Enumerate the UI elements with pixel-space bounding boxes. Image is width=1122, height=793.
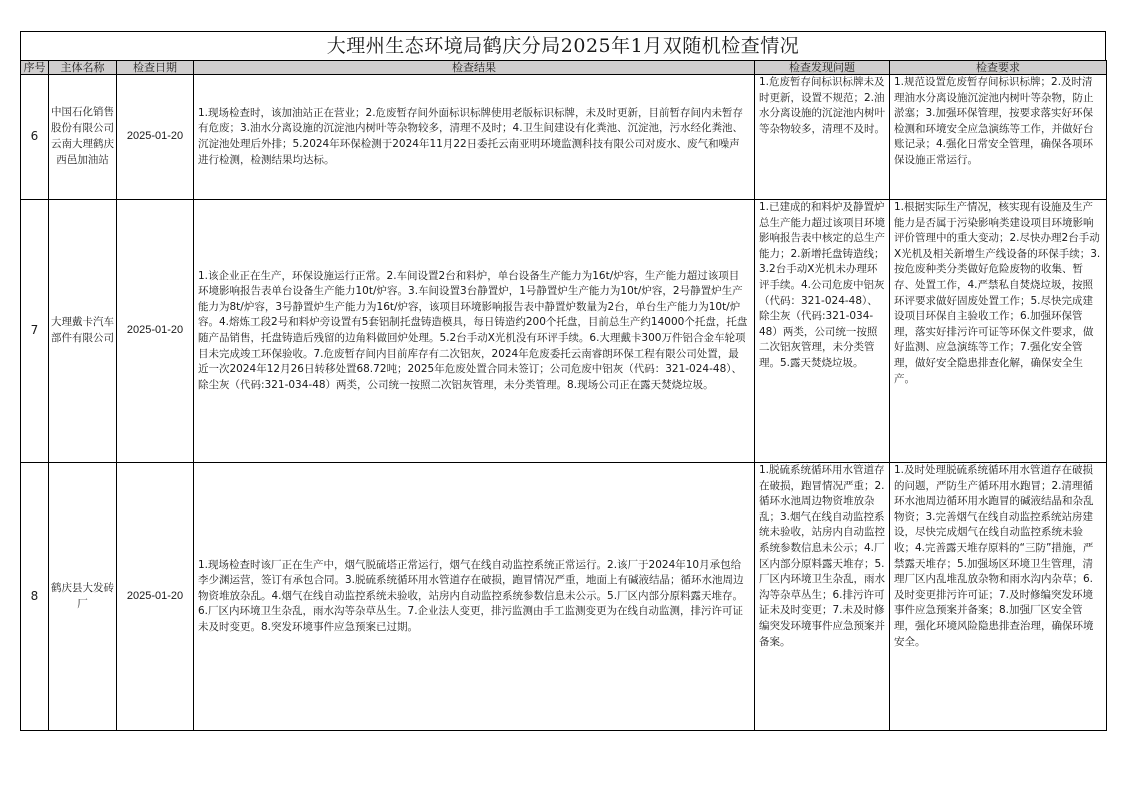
row-result: 1.该企业正在生产，环保设施运行正常。2.车间设置2台和料炉，单台设备生产能力为16t/炉容，生产能力超过该项目环境影响报告表单台设备生产能力10t/炉容。3.车间设置3台静置炉，1号静置炉生产能力为10t/炉容，2号静置炉生产能力为8t/炉容，3号静置炉生产能力为16t/炉容，该项目环境影响报告表中静置炉数量为2台，单台生产能力为10t/炉容。4.熔炼工段2号和料炉旁设置有5套铝制托盘铸造模具，每日铸造约200个托盘，目前总生产约14000个托盘，托盘随产品销售，托盘铸造后残留的边角料做回炉处理。5.2台手动X光机没有环评手续。6.大理戴卡300万件铝合金车轮项目未完成竣工环保验收。7.危废暂存间内目前库存有二次铝灰，2024年危废委托云南睿朗环保工程有限公司处置，最近一次2024年12月26日转移处置68.72吨；2025年危废处置合同未签订；公司危废中铝灰（代码：321-024-48）、除尘灰（代码:321-034-48）两类，公司统一按照二次铝灰管理，未分类管理。8.现场公司正在露天焚烧垃圾。: [194, 200, 755, 463]
row-seq: 6: [21, 75, 49, 200]
row-seq: 8: [21, 463, 49, 731]
table-row: [21, 463, 1107, 731]
row-problems: 1.已建成的和料炉及静置炉总生产能力超过该项目环境影响报告表中核定的总生产能力；2.新增托盘铸造线；3.2台手动X光机未办理环评手续。4.公司危废中铝灰（代码：321-024-48）、除尘灰（代码:321-034-48）两类，公司统一按照二次铝灰管理，未分类管理。5.露天焚烧垃圾。: [755, 200, 890, 463]
header-name: 主体名称: [49, 61, 117, 75]
row-result: 1.现场检查时该厂正在生产中，烟气脱硫塔正常运行，烟气在线自动监控系统正常运行。2.该厂于2024年10月承包给李少渊运营，签订有承包合同。3.脱硫系统循环用水管道存在破损，跑冒情况严重，地面上有碱液结晶；循环水池周边物资堆放杂乱。4.烟气在线自动监控系统未验收，站房内自动监控系统参数信息未公示。5.厂区内部分原料露天堆存。6.厂区内环境卫生杂乱，雨水沟等杂草丛生。7.企业法人变更，排污监测由手工监测变更为在线自动监测，排污许可证未及时变更。8.突发环境事件应急预案已过期。: [194, 463, 755, 731]
row-entity-name: 中国石化销售股份有限公司云南大理鹤庆西邑加油站: [49, 75, 117, 200]
document-title: 大理州生态环境局鹤庆分局2025年1月双随机检查情况: [20, 31, 1106, 60]
header-date: 检查日期: [117, 61, 194, 75]
row-problems: 1.危废暂存间标识标牌未及时更新，设置不规范；2.油水分离设施的沉淀池内树叶等杂物较多，清理不及时。: [755, 75, 890, 200]
header-problems: 检查发现问题: [755, 61, 890, 75]
header-seq: 序号: [21, 61, 49, 75]
row-requirements: 1.根据实际生产情况，核实现有设施及生产能力是否属于污染影响类建设项目环境影响评价管理中的重大变动；2.尽快办理2台手动X光机及相关新增生产线设备的环保手续；3.按危废种类分类做好危险废物的收集、暂存、处置工作，4.严禁私自焚烧垃圾，按照环评要求做好固废处置工作；5.尽快完成建设项目环保自主验收工作；6.加强环保管理，落实好排污许可证等环保文件要求，做好监测、应急演练等工作；7.强化安全管理，做好安全隐患排查化解，确保安全生产。: [890, 200, 1107, 463]
row-date: 2025-01-20: [117, 75, 194, 200]
row-requirements: 1.及时处理脱硫系统循环用水管道存在破损的问题，严防生产循环用水跑冒；2.清理循环水池周边循环用水跑冒的碱液结晶和杂乱物资；3.完善烟气在线自动监控系统站房建设，尽快完成烟气在线自动监控系统未验收；4.完善露天堆存原料的“三防”措施，严禁露天堆存；5.加强场区环境卫生管理，清理厂区内乱堆乱放杂物和雨水沟内杂草；6.及时变更排污许可证；7.及时修编突发环境事件应急预案并备案；8.加强厂区安全管理，强化环境风险隐患排查治理，确保环境安全。: [890, 463, 1107, 731]
header-result: 检查结果: [194, 61, 755, 75]
row-date: 2025-01-20: [117, 200, 194, 463]
row-requirements: 1.规范设置危废暂存间标识标牌；2.及时清理油水分离设施沉淀池内树叶等杂物，防止淤塞；3.加强环保管理，按要求落实好环保检测和环境安全应急演练等工作，并做好台账记录；4.强化日常安全管理，确保各项环保设施正常运行。: [890, 75, 1107, 200]
row-entity-name: 鹤庆县大发砖厂: [49, 463, 117, 731]
row-problems: 1.脱硫系统循环用水管道存在破损，跑冒情况严重；2.循环水池周边物资堆放杂乱；3.烟气在线自动监控系统未验收，站房内自动监控系统参数信息未公示；4.厂区内部分原料露天堆存；5.厂区内环境卫生杂乱，雨水沟等杂草丛生；6.排污许可证未及时变更；7.未及时修编突发环境事件应急预案并备案。: [755, 463, 890, 731]
row-entity-name: 大理戴卡汽车部件有限公司: [49, 200, 117, 463]
header-row: [21, 61, 1107, 75]
inspection-table: [20, 60, 1107, 731]
table-row: [21, 200, 1107, 463]
row-result: 1.现场检查时，该加油站正在营业；2.危废暂存间外面标识标牌使用老版标识标牌，未及时更新，目前暂存间内未暂存有危废；3.油水分离设施的沉淀池内树叶等杂物较多，清理不及时；4.卫生间建设有化粪池、沉淀池，污水经化粪池、沉淀池处理后外排；5.2024年环保检测于2024年11月22日委托云南亚明环境监测科技有限公司对废水、废气和噪声进行检测，检测结果均达标。: [194, 75, 755, 200]
inspection-sheet: [20, 31, 1106, 731]
header-requirements: 检查要求: [890, 61, 1107, 75]
row-seq: 7: [21, 200, 49, 463]
row-date: 2025-01-20: [117, 463, 194, 731]
table-row: [21, 75, 1107, 200]
